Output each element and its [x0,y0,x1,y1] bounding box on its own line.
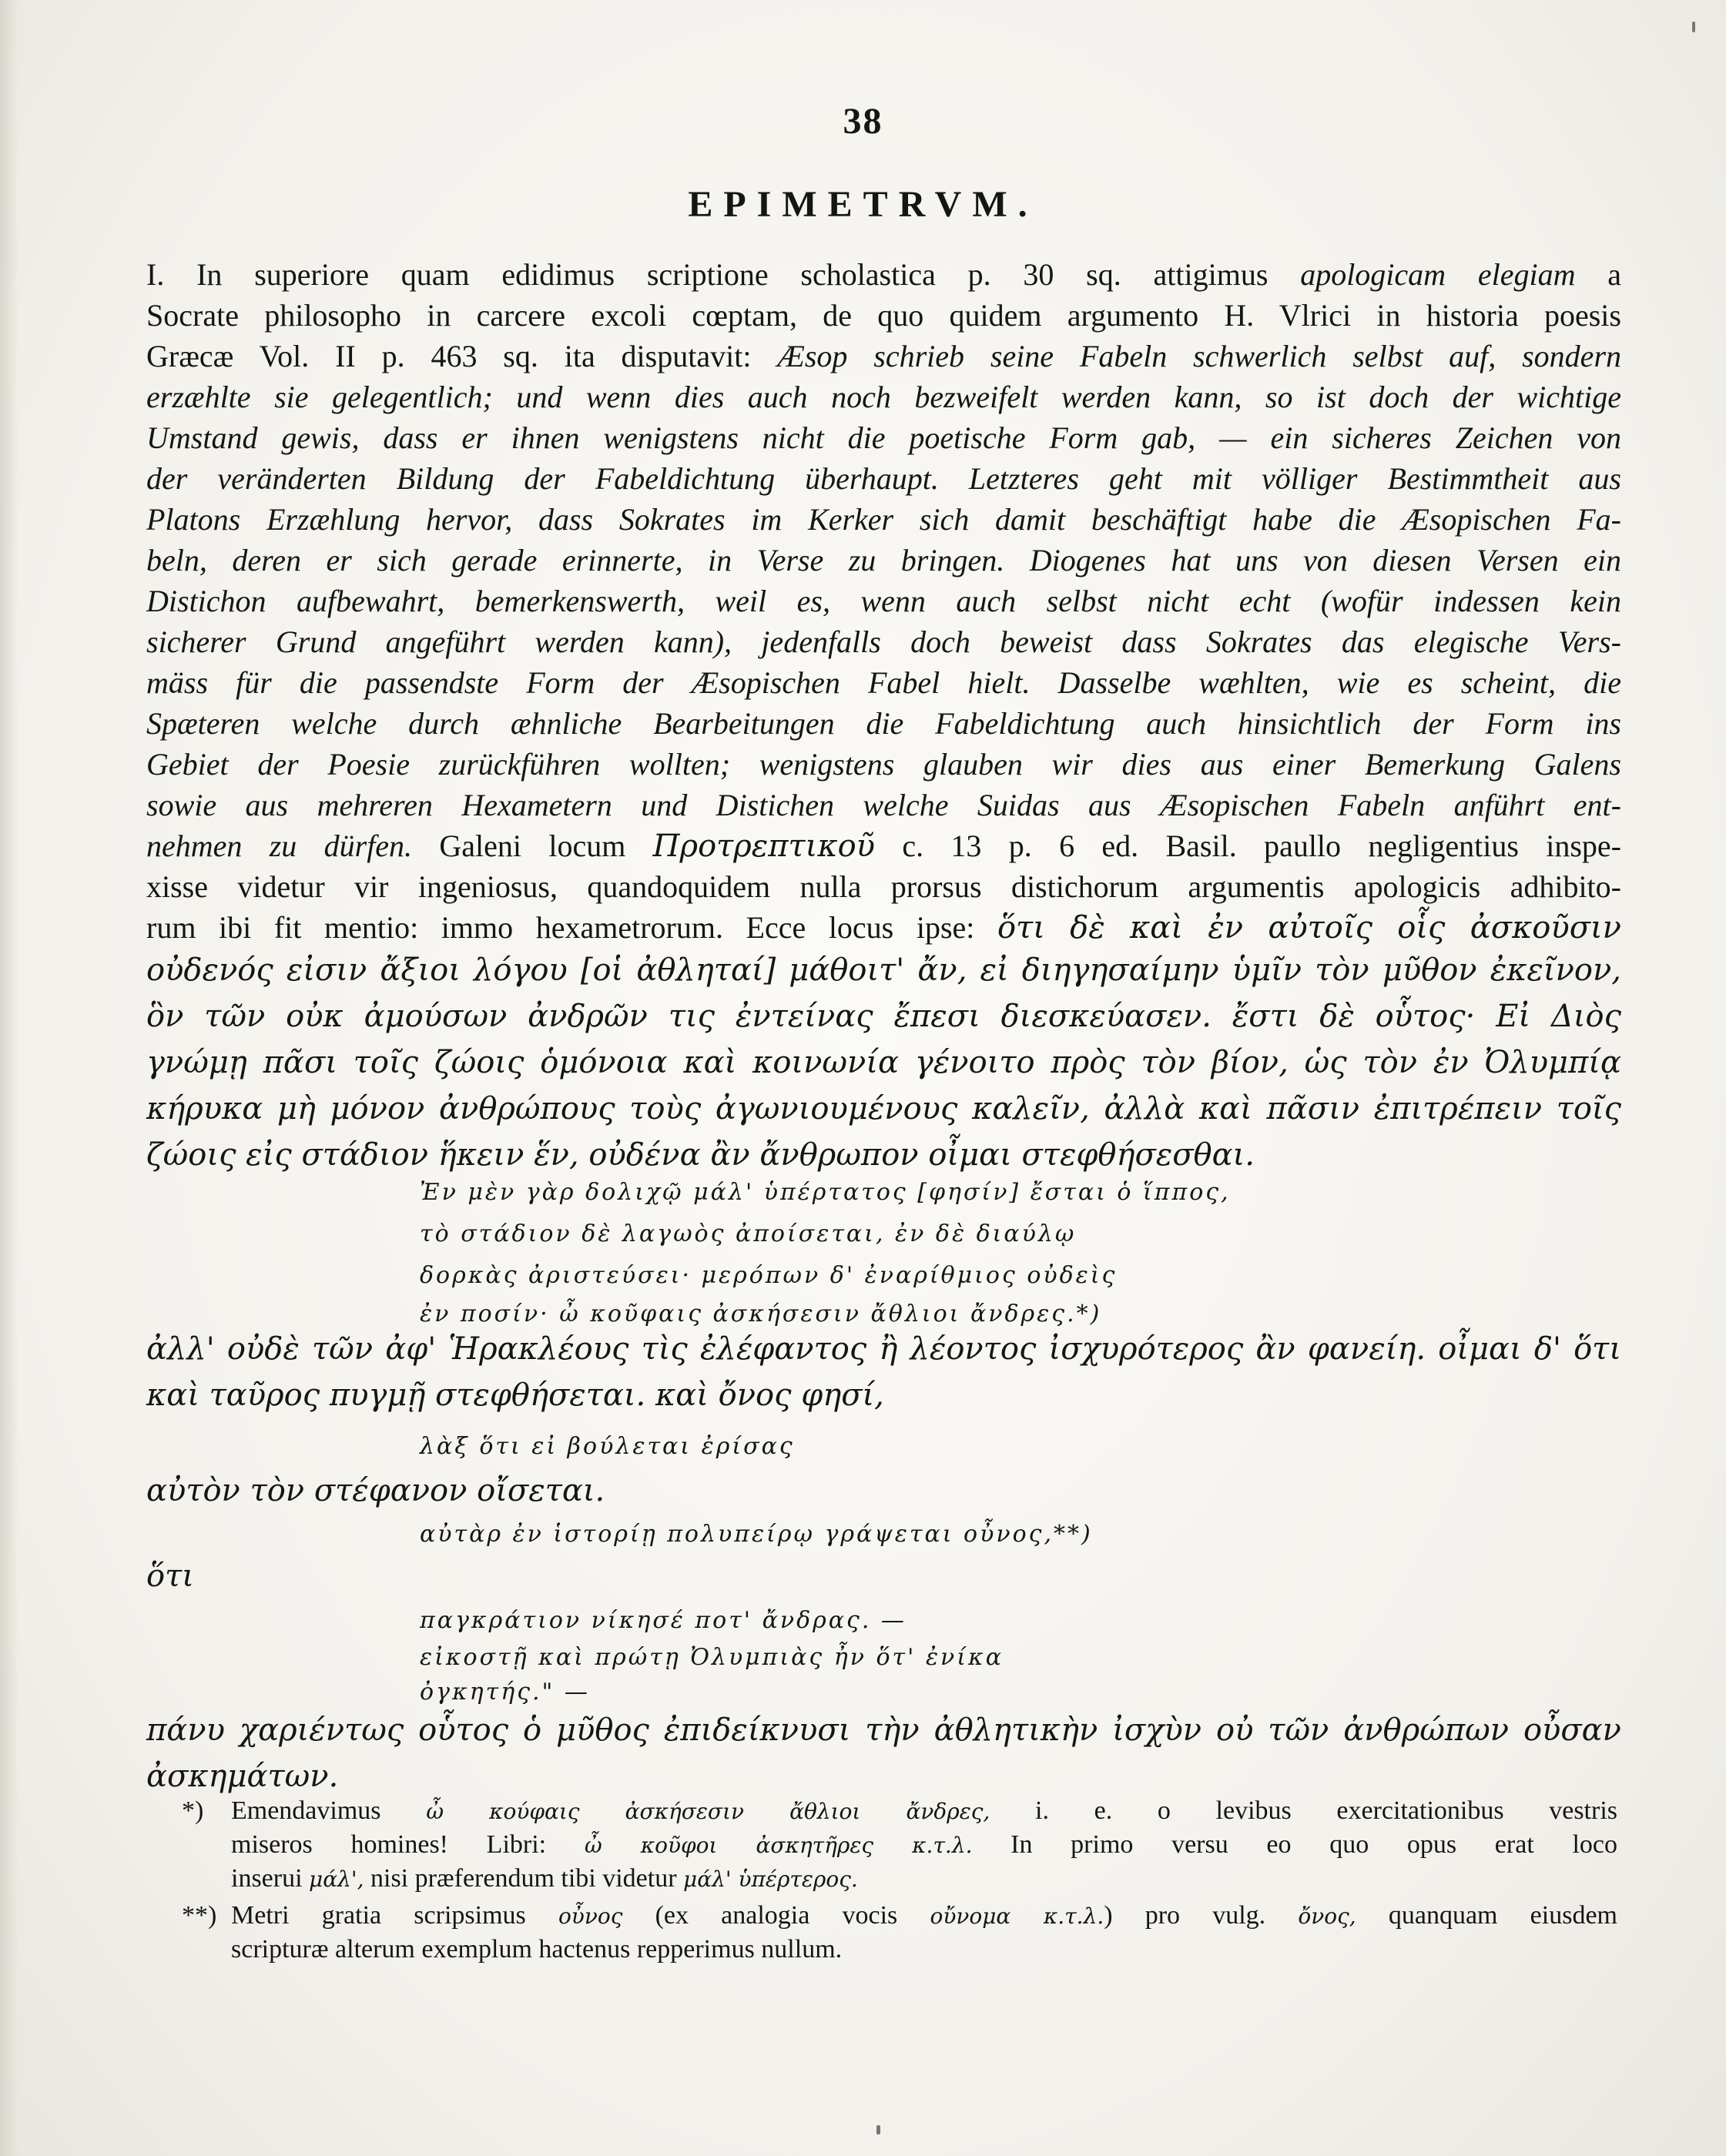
footnote-2-line: scripturæ alterum exemplum hactenus repperimus nullum. [231,1935,843,1964]
greek-line: ζώοις εἰς στάδιον ἥκειν ἕν, οὐδένα ἂν ἄνθρωπον οἶμαι στεφθήσεσθαι. [146,1137,1255,1173]
verse-line: τὸ στάδιον δὲ λαγωὸς ἀποίσεται, ἐν δὲ διαύλῳ [420,1220,1077,1247]
text-line: Gebiet der Poesie zurückführen wollten; wenigstens glauben wir dies aus einer Bemerkung Galens [146,747,1621,782]
verse-line: εἰκοστῇ καὶ πρώτῃ Ὀλυμπιὰς ἦν ὅτ' ἐνίκα [420,1644,1004,1671]
greek-line: κήρυκα μὴ μόνον ἀνθρώπους τοὺς ἀγωνιουμένους καλεῖν, ἀλλὰ καὶ πᾶσιν ἐπιτρέπειν τοῖς [146,1091,1621,1127]
text-line: mäss für die passendste Form der Æsopischen Fabel hielt. Dasselbe wæhlten, wie es scheint, die [146,665,1621,700]
footnote-1-line: Emendavimus ὦ κούφαις ἀσκήσεσιν ἄθλιοι ἄνδρες, i. e. o levibus exercitationibus vestris [231,1796,1618,1825]
page-number: 38 [843,101,883,142]
verse-line: αὐτὰρ ἐν ἱστορίῃ πολυπείρῳ γράψεται οὖνος,**) [420,1521,1093,1548]
page-shadow [0,0,18,2156]
text-line: der veränderten Bildung der Fabeldichtung überhaupt. Letzteres geht mit völliger Bestimmtheit aus [146,461,1621,496]
footnote-2-mark: **) [182,1901,217,1930]
scan-speck [1692,22,1695,32]
greek-line: γνώμῃ πᾶσι τοῖς ζώοις ὁμόνοια καὶ κοινωνία γένοιτο πρὸς τὸν βίον, ὡς τὸν ἐν Ὀλυμπίᾳ [146,1045,1621,1080]
text-line: sowie aus mehreren Hexametern und Distichen welche Suidas aus Æsopischen Fabeln anführt ent- [146,788,1621,822]
text-line: I. In superiore quam edidimus scriptione scholastica p. 30 sq. attigimus apologicam elegiam a [146,257,1621,292]
text-line: Distichon aufbewahrt, bemerkenswerth, weil es, wenn auch selbst nicht echt (wofür indessen kein [146,584,1621,618]
footnote-1-line: inserui μάλ', nisi præferendum tibi videtur μάλ' ὑπέρτερος. [231,1864,858,1893]
greek-line: καὶ ταῦρος πυγμῇ στεφθήσεται. καὶ ὄνος φησί, [146,1378,884,1413]
greek-line: ὃν τῶν οὐκ ἀμούσων ἀνδρῶν τις ἐντείνας ἔπεσι διεσκεύασεν. ἔστι δὲ οὗτος· Εἰ Διὸς [146,999,1621,1034]
greek-line: πάνυ χαριέντως οὗτος ὁ μῦθος ἐπιδείκνυσι τὴν ἀθλητικὴν ἰσχὺν οὐ τῶν ἀνθρώπων οὖσαν [146,1712,1621,1748]
greek-line: αὐτὸν τὸν στέφανον οἴσεται. [146,1473,605,1508]
text-line: Græcæ Vol. II p. 463 sq. ita disputavit: Æsop schrieb seine Fabeln schwerlich selbst auf, sondern [146,339,1622,373]
text-line: xisse videtur vir ingeniosus, quandoquidem nulla prorsus distichorum argumentis apologicis adhibito- [146,869,1621,904]
text-line: nehmen zu dürfen. Galeni locum Προτρεπτικοῦ c. 13 p. 6 ed. Basil. paullo negligentius inspe- [146,829,1621,864]
verse-line: δορκὰς ἀριστεύσει· μερόπων δ' ἐναρίθμιος οὐδεὶς [420,1262,1118,1289]
page-heading: EPIMETRVM. [688,184,1038,225]
verse-line: ὀγκητής." — [420,1679,590,1706]
verse-line: λὰξ ὅτι εἰ βούλεται ἐρίσας [420,1433,795,1460]
text-line: Socrate philosopho in carcere excoli cœptam, de quo quidem argumento H. Vlrici in historia poesis [146,298,1621,333]
text-line: Platons Erzæhlung hervor, dass Sokrates im Kerker sich damit beschäftigt habe die Æsopischen Fa- [146,502,1621,537]
verse-line: Ἐν μὲν γὰρ δολιχῷ μάλ' ὑπέρτατος [φησίν] ἔσται ὁ ἵππος, [420,1179,1231,1206]
text-line: Spæteren welche durch æhnliche Bearbeitungen die Fabeldichtung auch hinsichtlich der Form ins [146,706,1621,741]
footnote-2-line: Metri gratia scripsimus οὖνος (ex analogia vocis οὔνομα κ.τ.λ.) pro vulg. ὄνος, quanquam eiusdem [231,1901,1617,1930]
text-line: Umstand gewis, dass er ihnen wenigstens nicht die poetische Form gab, — ein sicheres Zeichen von [146,420,1621,455]
verse-line: παγκράτιον νίκησέ ποτ' ἄνδρας. — [420,1607,907,1634]
text-line: beln, deren er sich gerade erinnerte, in Verse zu bringen. Diogenes hat uns von diesen Versen ein [146,543,1621,578]
greek-line: ὅτι [146,1558,194,1594]
scan-speck [876,2125,880,2134]
verse-line: ἐν ποσίν· ὦ κοῦφαις ἀσκήσεσιν ἄθλιοι ἄνδρες.*) [420,1301,1102,1327]
greek-line: οὐδενός εἰσιν ἄξιοι λόγου [οἱ ἀθληταί] μάθοιτ' ἄν, εἰ διηγησαίμην ὑμῖν τὸν μῦθον ἐκεῖνον, [146,952,1621,988]
greek-line: ἀλλ' οὐδὲ τῶν ἀφ' Ἡρακλέους τὶς ἐλέφαντος ἢ λέοντος ἰσχυρότερος ἂν φανείη. οἶμαι δ' ὅτι [146,1331,1621,1367]
text-line: sicherer Grund angeführt werden kann), jedenfalls doch beweist dass Sokrates das elegische Vers- [146,624,1621,659]
footnote-1-mark: *) [182,1796,204,1825]
greek-line: ἀσκημάτων. [146,1759,339,1794]
text-line: erzæhlte sie gelegentlich; und wenn dies auch noch bezweifelt werden kann, so ist doch der wichtige [146,380,1621,414]
footnote-1-line: miseros homines! Libri: ὦ κοῦφοι ἀσκητῆρες κ.τ.λ. In primo versu eo quo opus erat loco [231,1830,1617,1859]
text-line: rum ibi fit mentio: immo hexametrorum. Ecce locus ipse: ὅτι δὲ καὶ ἐν αὐτοῖς οἷς ἀσκοῦσιν [146,910,1622,946]
